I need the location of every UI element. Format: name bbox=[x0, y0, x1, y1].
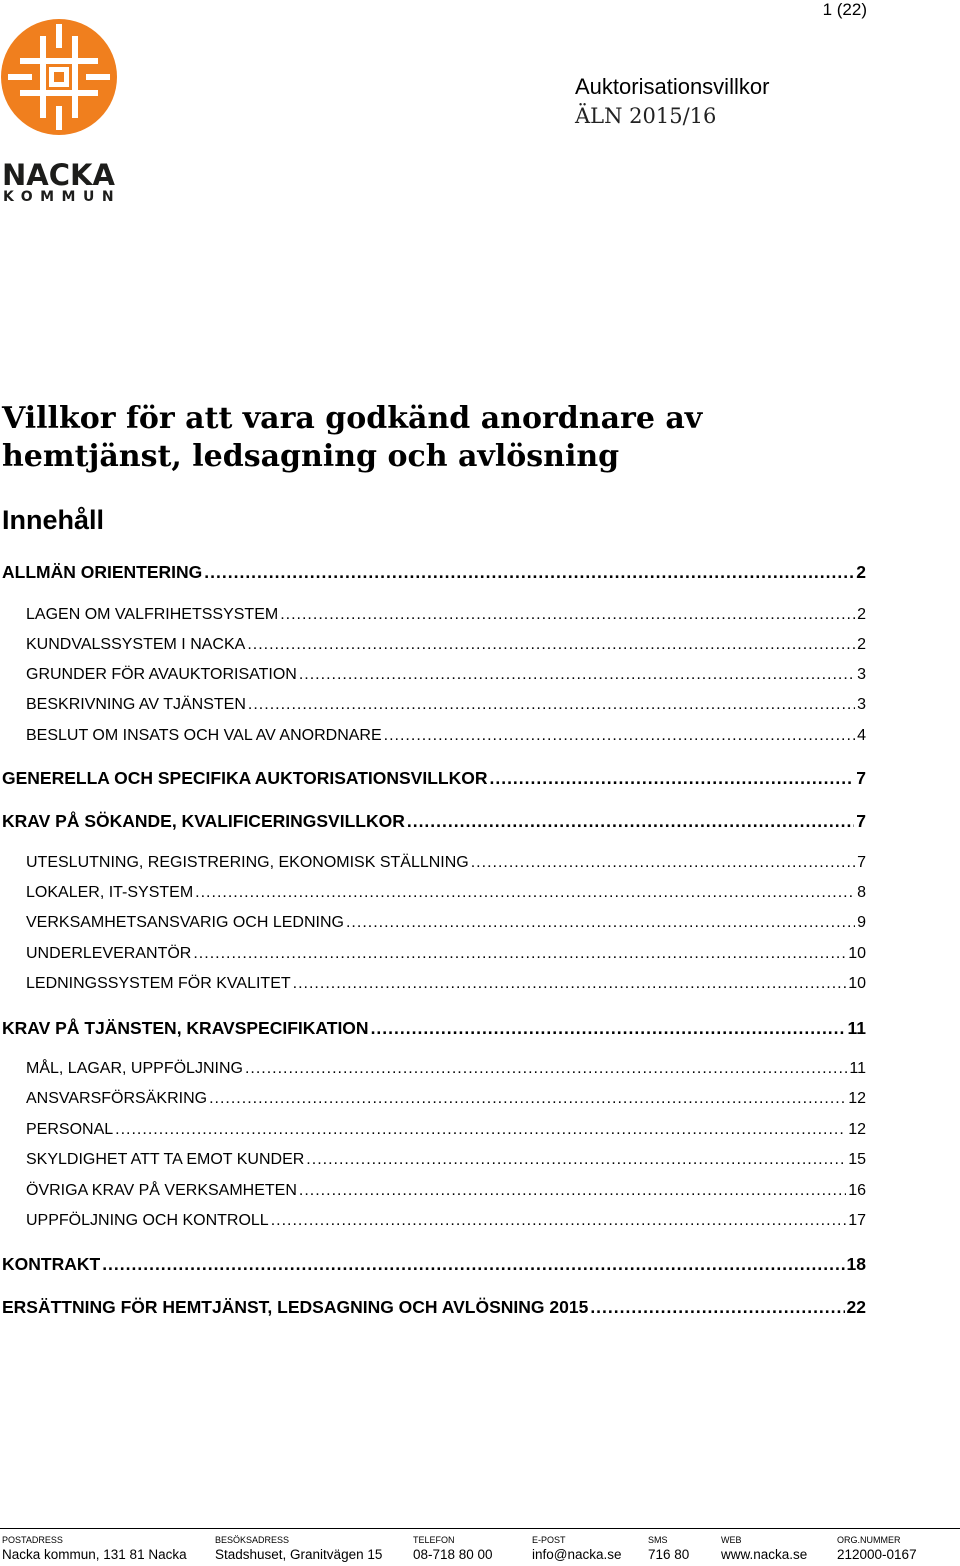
toc-entry-label: KONTRAKT bbox=[2, 1254, 101, 1274]
toc-entry-page: 22 bbox=[846, 1297, 866, 1317]
page-number: 1 (22) bbox=[822, 0, 867, 19]
footer-label: ORG.NUMMER bbox=[837, 1535, 901, 1545]
footer-column bbox=[837, 1535, 917, 1564]
toc-entry-label: UNDERLEVERANTÖR bbox=[26, 945, 192, 962]
footer-value: info@nacka.se bbox=[532, 1547, 622, 1562]
toc-entry-page: 2 bbox=[856, 562, 866, 582]
toc-entry[interactable] bbox=[26, 727, 866, 745]
toc-entry-label: GRUNDER FÖR AVAUKTORISATION bbox=[26, 666, 297, 683]
toc-entry[interactable] bbox=[26, 1090, 866, 1108]
toc-dot-leader bbox=[209, 1090, 846, 1108]
toc-dot-leader bbox=[245, 1060, 847, 1078]
document-type-title: Auktorisationsvillkor bbox=[575, 74, 770, 99]
toc-entry-page: 8 bbox=[857, 884, 866, 901]
toc-entry[interactable] bbox=[26, 945, 866, 963]
toc-entry[interactable] bbox=[26, 1151, 866, 1169]
toc-dot-leader bbox=[407, 811, 854, 832]
toc-dot-leader bbox=[271, 1212, 847, 1230]
toc-entry-page: 7 bbox=[856, 768, 866, 788]
toc-entry-page: 18 bbox=[846, 1254, 866, 1274]
footer-label: BESÖKSADRESS bbox=[215, 1535, 290, 1545]
toc-entry-label: UPPFÖLJNING OCH KONTROLL bbox=[26, 1212, 269, 1229]
footer-column bbox=[721, 1535, 807, 1564]
toc-dot-leader bbox=[384, 727, 855, 745]
toc-entry-label: PERSONAL bbox=[26, 1121, 114, 1138]
toc-entry-label: KUNDVALSSYSTEM I NACKA bbox=[26, 636, 246, 653]
footer-value: 212000-0167 bbox=[837, 1547, 917, 1562]
toc-entry-label: MÅL, LAGAR, UPPFÖLJNING bbox=[26, 1060, 243, 1077]
toc-entry-label: ERSÄTTNING FÖR HEMTJÄNST, LEDSAGNING OCH AVLÖSNING 2015 bbox=[2, 1297, 589, 1317]
toc-entry-page: 3 bbox=[857, 696, 866, 713]
toc-entry-page: 2 bbox=[857, 606, 866, 623]
footer-value: www.nacka.se bbox=[721, 1547, 808, 1562]
toc-entry[interactable] bbox=[26, 1060, 866, 1078]
footer-column bbox=[215, 1535, 382, 1564]
toc-heading: Innehåll bbox=[2, 505, 105, 535]
footer-value: Nacka kommun, 131 81 Nacka bbox=[2, 1547, 187, 1562]
footer-label: POSTADRESS bbox=[2, 1535, 63, 1545]
toc-entry[interactable] bbox=[2, 768, 866, 789]
document-reference: ÄLN 2015/16 bbox=[575, 104, 717, 128]
toc-dot-leader bbox=[489, 768, 854, 789]
footer-column bbox=[2, 1535, 187, 1564]
toc-entry-page: 4 bbox=[857, 727, 866, 744]
toc-entry[interactable] bbox=[26, 975, 866, 993]
toc-dot-leader bbox=[293, 975, 847, 993]
toc-entry-label: BESKRIVNING AV TJÄNSTEN bbox=[26, 696, 246, 713]
toc-dot-leader bbox=[371, 1018, 846, 1039]
toc-entry-label: ÖVRIGA KRAV PÅ VERKSAMHETEN bbox=[26, 1182, 297, 1199]
nacka-emblem-icon bbox=[0, 18, 120, 138]
toc-dot-leader bbox=[102, 1254, 844, 1275]
toc-entry-page: 7 bbox=[857, 854, 866, 871]
toc-dot-leader bbox=[306, 1151, 846, 1169]
toc-entry[interactable] bbox=[2, 1254, 866, 1275]
toc-entry[interactable] bbox=[26, 1182, 866, 1200]
logo-subtitle: KOMMUN bbox=[3, 189, 122, 205]
toc-entry-label: GENERELLA OCH SPECIFIKA AUKTORISATIONSVILLKOR bbox=[2, 768, 488, 788]
toc-entry-label: UTESLUTNING, REGISTRERING, EKONOMISK STÄLLNING bbox=[26, 854, 469, 871]
footer-column bbox=[648, 1535, 689, 1564]
toc-entry-page: 9 bbox=[857, 914, 866, 931]
footer-label: TELEFON bbox=[413, 1535, 455, 1545]
toc-entry-label: ALLMÄN ORIENTERING bbox=[2, 562, 203, 582]
footer-label: WEB bbox=[721, 1535, 742, 1545]
toc-entry[interactable] bbox=[26, 666, 866, 684]
footer-label: SMS bbox=[648, 1535, 668, 1545]
toc-entry-label: VERKSAMHETSANSVARIG OCH LEDNING bbox=[26, 914, 344, 931]
toc-entry-label: LEDNINGSSYSTEM FÖR KVALITET bbox=[26, 975, 291, 992]
footer-value: 08-718 80 00 bbox=[413, 1547, 493, 1562]
toc-entry-page: 10 bbox=[848, 975, 866, 992]
toc-entry-label: KRAV PÅ SÖKANDE, KVALIFICERINGSVILLKOR bbox=[2, 811, 405, 831]
toc-entry-page: 2 bbox=[857, 636, 866, 653]
toc-entry-page: 12 bbox=[848, 1121, 866, 1138]
toc-entry-page: 17 bbox=[848, 1212, 866, 1229]
toc-entry-label: BESLUT OM INSATS OCH VAL AV ANORDNARE bbox=[26, 727, 382, 744]
toc-dot-leader bbox=[471, 854, 855, 872]
toc-entry-label: ANSVARSFÖRSÄKRING bbox=[26, 1090, 208, 1107]
toc-entry-page: 12 bbox=[848, 1090, 866, 1107]
toc-dot-leader bbox=[193, 945, 846, 963]
toc-dot-leader bbox=[590, 1297, 844, 1318]
toc-dot-leader bbox=[248, 696, 855, 714]
toc-entry-label: SKYLDIGHET ATT TA EMOT KUNDER bbox=[26, 1151, 305, 1168]
toc-entry[interactable] bbox=[26, 696, 866, 714]
toc-dot-leader bbox=[204, 562, 854, 583]
toc-entry-page: 10 bbox=[848, 945, 866, 962]
page-footer bbox=[0, 1535, 960, 1565]
toc-dot-leader bbox=[280, 606, 855, 624]
toc-entry[interactable] bbox=[26, 1121, 866, 1139]
footer-value: 716 80 bbox=[648, 1547, 690, 1562]
toc-entry-page: 3 bbox=[857, 666, 866, 683]
toc-dot-leader bbox=[299, 666, 855, 684]
toc-entry-label: LOKALER, IT-SYSTEM bbox=[26, 884, 194, 901]
toc-entry-label: KRAV PÅ TJÄNSTEN, KRAVSPECIFIKATION bbox=[2, 1018, 369, 1038]
toc-entry-page: 15 bbox=[848, 1151, 866, 1168]
toc-entry-page: 11 bbox=[847, 1018, 866, 1038]
toc-dot-leader bbox=[115, 1121, 846, 1139]
toc-entry-page: 16 bbox=[848, 1182, 866, 1199]
toc-entry[interactable] bbox=[26, 914, 866, 932]
toc-entry[interactable] bbox=[2, 562, 866, 583]
toc-entry-page: 7 bbox=[856, 811, 866, 831]
page-title: Villkor för att vara godkänd anordnare av hemtjänst, ledsagning och avlösning bbox=[2, 401, 703, 474]
toc-dot-leader bbox=[346, 914, 855, 932]
logo-wordmark: NACKA bbox=[2, 158, 115, 192]
toc-dot-leader bbox=[299, 1182, 846, 1200]
toc-entry[interactable] bbox=[26, 854, 866, 872]
footer-column bbox=[413, 1535, 493, 1564]
footer-column bbox=[532, 1535, 622, 1564]
nacka-logo bbox=[0, 18, 124, 205]
toc-entry-label: LAGEN OM VALFRIHETSSYSTEM bbox=[26, 606, 279, 623]
toc-dot-leader bbox=[195, 884, 855, 902]
toc-entry-page: 11 bbox=[849, 1060, 866, 1077]
toc-entry[interactable] bbox=[2, 811, 866, 832]
toc-entry[interactable] bbox=[26, 606, 866, 624]
toc-entry[interactable] bbox=[2, 1018, 866, 1039]
toc-entry[interactable] bbox=[26, 636, 866, 654]
footer-value: Stadshuset, Granitvägen 15 bbox=[215, 1547, 383, 1562]
footer-divider bbox=[0, 1528, 960, 1529]
footer-label: E-POST bbox=[532, 1535, 566, 1545]
toc-entry[interactable] bbox=[2, 1297, 866, 1318]
toc-entry[interactable] bbox=[26, 884, 866, 902]
toc-dot-leader bbox=[247, 636, 855, 654]
toc-entry[interactable] bbox=[26, 1212, 866, 1230]
